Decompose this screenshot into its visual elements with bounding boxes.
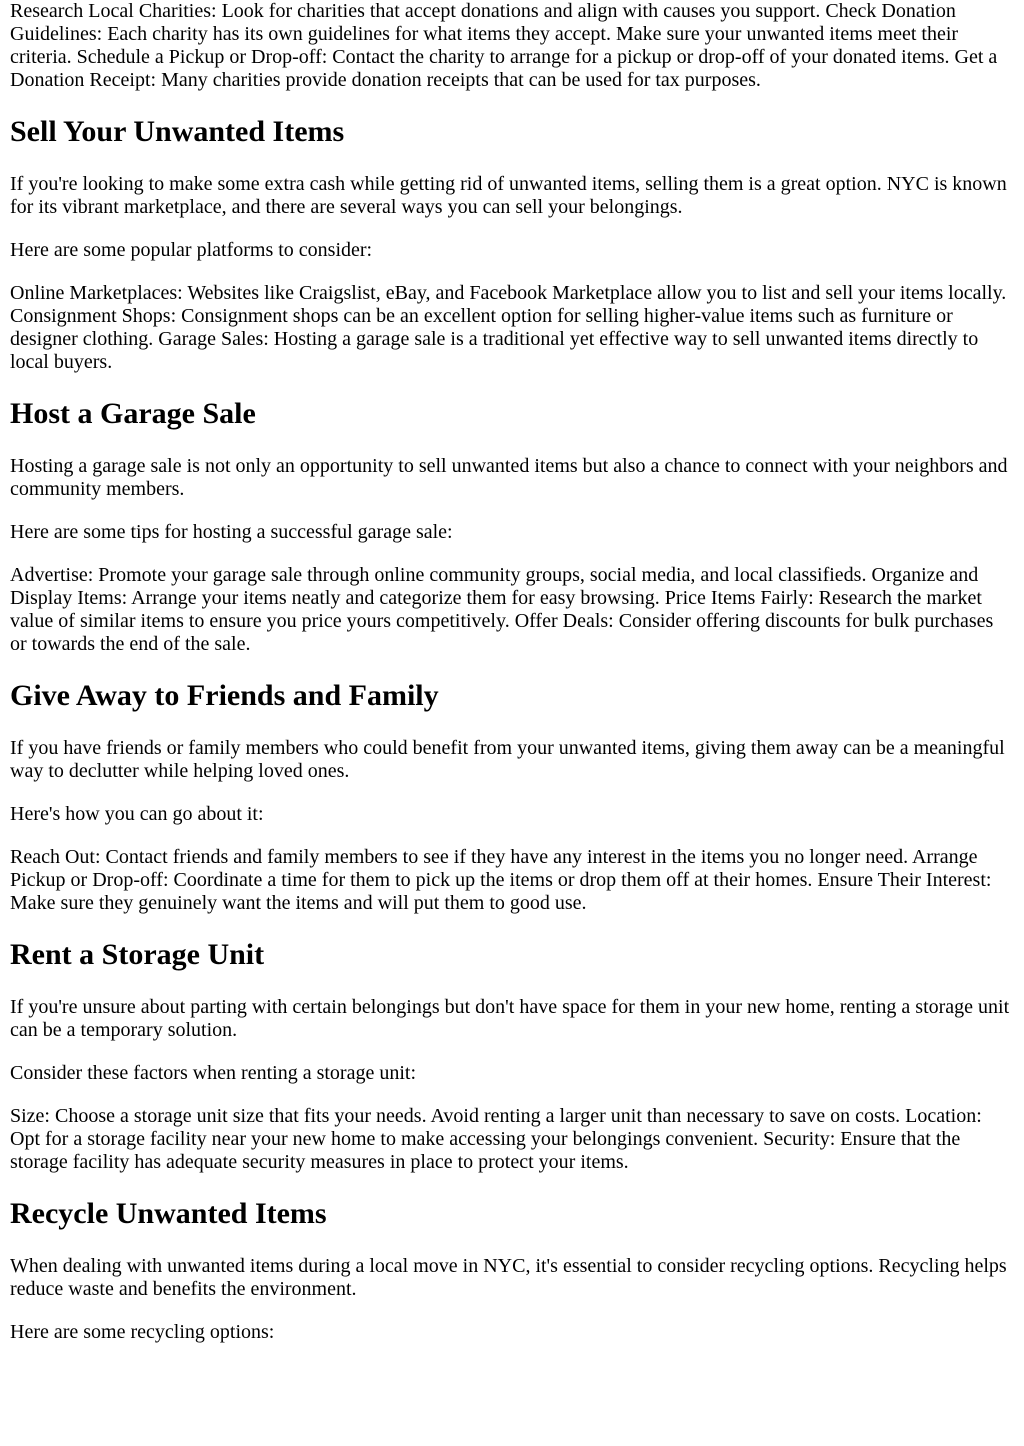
section-heading-sell-items: Sell Your Unwanted Items — [10, 115, 345, 148]
storage-unit-factors: Size: Choose a storage unit size that fits your needs. Avoid renting a larger unit than necessary to save on costs. Location: Opt for a storage facility near your new home to make accessing your belongings convenient. Security: Ensure that the storage facility has adequate security measures in place to protect your items. — [10, 1105, 982, 1173]
sell-items-intro: If you're looking to make some extra cash while getting rid of unwanted items, selling them is a great option. NYC is known for its vibrant marketplace, and there are several ways you can sell your belongings. — [10, 173, 1007, 218]
sell-items-lead: Here are some popular platforms to consider: — [10, 239, 373, 261]
section-heading-give-away: Give Away to Friends and Family — [10, 679, 439, 712]
garage-sale-lead: Here are some tips for hosting a successful garage sale: — [10, 521, 453, 543]
sell-items-platforms: Online Marketplaces: Websites like Craigslist, eBay, and Facebook Marketplace allow you to list and sell your items locally. Consignment Shops: Consignment shops can be an excellent option for selling higher-value items such as furniture or designer clothing. Garage Sales: Hosting a garage sale is a traditional yet effective way to sell unwanted items directly to local buyers. — [10, 282, 1007, 373]
storage-unit-intro: If you're unsure about parting with certain belongings but don't have space for them in your new home, renting a storage unit can be a temporary solution. — [10, 996, 1010, 1041]
recycle-lead: Here are some recycling options: — [10, 1321, 275, 1343]
section-heading-garage-sale: Host a Garage Sale — [10, 397, 256, 430]
give-away-steps: Reach Out: Contact friends and family members to see if they have any interest in the items you no longer need. Arrange Pickup or Drop-off: Coordinate a time for them to pick up the items or drop them off at their homes. Ensure Their Interest: Make sure they genuinely want the items and will put them to good use. — [10, 846, 992, 914]
give-away-intro: If you have friends or family members who could benefit from your unwanted items, giving them away can be a meaningful way to declutter while helping loved ones. — [10, 737, 1005, 782]
garage-sale-intro: Hosting a garage sale is not only an opportunity to sell unwanted items but also a chance to connect with your neighbors and community members. — [10, 455, 1008, 500]
give-away-lead: Here's how you can go about it: — [10, 803, 264, 825]
section-heading-recycle: Recycle Unwanted Items — [10, 1197, 327, 1230]
storage-unit-lead: Consider these factors when renting a storage unit: — [10, 1062, 416, 1084]
section-heading-storage-unit: Rent a Storage Unit — [10, 938, 265, 971]
recycle-intro: When dealing with unwanted items during a local move in NYC, it's essential to consider recycling options. Recycling helps reduce waste and benefits the environment. — [10, 1255, 1007, 1300]
donation-tips-paragraph: Research Local Charities: Look for charities that accept donations and align with causes you support. Check Donation Guidelines: Each charity has its own guidelines for what items they accept. Make sure your unwanted items meet their criteria. Schedule a Pickup or Drop-off: Contact the charity to arrange for a pickup or drop-off of your donated items. Get a Donation Receipt: Many charities provide donation receipts that can be used for tax purposes. — [10, 0, 998, 91]
garage-sale-tips: Advertise: Promote your garage sale through online community groups, social media, and local classifieds. Organize and Display Items: Arrange your items neatly and categorize them for easy browsing. Price Items Fairly: Research the market value of similar items to ensure you price yours competitively. Offer Deals: Consider offering discounts for bulk purchases or towards the end of the sale. — [10, 564, 994, 655]
